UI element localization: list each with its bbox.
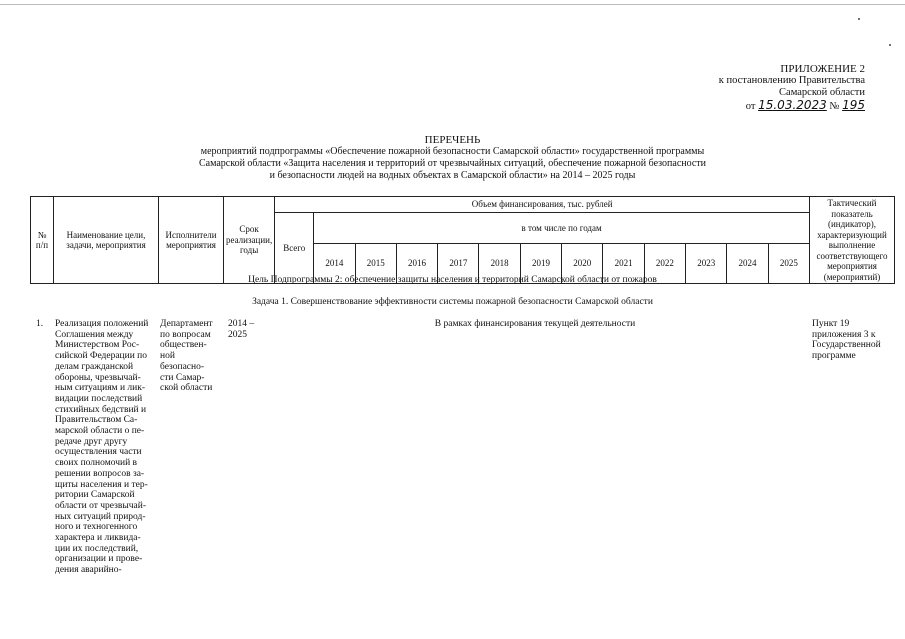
- row-name-line: ным ситуациям и лик-: [55, 383, 146, 394]
- row-executor-line: Департамент: [160, 319, 213, 329]
- row-executor-line: по вопросам: [160, 329, 211, 340]
- handwritten-date: 15.03.2023: [758, 98, 827, 112]
- row-name-line: марской области о пе-: [55, 426, 145, 437]
- row-funding: В рамках финансирования текущей деятельности: [434, 319, 636, 329]
- year-2014: 2014: [314, 244, 355, 284]
- appendix-line1: к постановлению Правительства: [718, 75, 865, 86]
- row-indicator-line: Пункт 19: [812, 319, 850, 329]
- year-2025: 2025: [768, 244, 809, 284]
- row-name-line: видации последствий: [55, 393, 143, 404]
- col-num: № п/п: [31, 197, 54, 284]
- year-2017: 2017: [438, 244, 479, 284]
- year-2018: 2018: [479, 244, 520, 284]
- row-executor-line: обществен-: [160, 340, 207, 351]
- row-name-line: ции их последствий,: [55, 543, 139, 554]
- appendix-date-line: [665, 99, 865, 113]
- row-name-line: Соглашения между: [55, 329, 134, 340]
- row-name-line: ных ситуаций природ-: [55, 511, 146, 522]
- row-indicator-line: приложения 3 к: [812, 329, 876, 340]
- year-2022: 2022: [644, 244, 685, 284]
- row-executor: [160, 319, 222, 394]
- task-text: Задача 1. Совершенствование эффективности системы пожарной безопасности Самарской области: [252, 297, 653, 307]
- row-name-line: Правительством Са-: [55, 415, 138, 426]
- goal-text: Цель Подпрограммы 2: обеспечение защиты населения и территорий Самарской области от пожаров: [248, 275, 657, 285]
- scan-speck: [889, 44, 891, 46]
- row-indicator-line: Государственной: [812, 340, 881, 351]
- year-2024: 2024: [727, 244, 768, 284]
- appendix-title: ПРИЛОЖЕНИЕ 2: [780, 63, 865, 75]
- row-name-line: организации и прове-: [55, 554, 143, 565]
- row-name-line: области от чрезвычай-: [55, 500, 147, 511]
- year-2015: 2015: [355, 244, 396, 284]
- heading-line1: мероприятий подпрограммы «Обеспечение пожарной безопасности Самарской области» государственной программы: [200, 146, 705, 157]
- col-total: Всего: [275, 213, 314, 284]
- row-name-line: решении вопросов за-: [55, 468, 145, 479]
- row-name-line: делам гражданской: [55, 361, 134, 372]
- row-executor-line: ной: [160, 351, 175, 362]
- year-2020: 2020: [562, 244, 603, 284]
- col-indicator: Тактический показатель (индикатор), характеризующий выполнение соответствующего мероприятия (мероприятий): [810, 197, 895, 284]
- appendix-line2: Самарской области: [779, 87, 865, 98]
- row-name-line: ритории Самарской: [55, 490, 135, 501]
- row-name-line: сийской Федерации по: [55, 351, 148, 362]
- row-name-line: Министерством Рос-: [55, 340, 140, 351]
- scan-top-line: [0, 4, 905, 5]
- col-funding: Объем финансирования, тыс. рублей: [275, 197, 810, 213]
- appendix-block: [665, 63, 865, 113]
- heading-line2: Самарской области «Защита населения и территорий от чрезвычайных ситуаций, обеспечение пожарной безопасности: [198, 158, 707, 169]
- row-name-line: редаче друг другу: [55, 436, 128, 447]
- heading-title: ПЕРЕЧЕНЬ: [424, 134, 481, 146]
- row-name-line: обороны, чрезвычай-: [55, 372, 141, 383]
- measures-table: [30, 196, 895, 284]
- row-name-line: своих полномочий в: [55, 458, 138, 469]
- row-name-line: характера и ликвида-: [55, 533, 141, 544]
- year-2019: 2019: [520, 244, 561, 284]
- row-term: 2014 – 2025: [228, 319, 255, 340]
- row-name-line: дения аварийно-: [55, 565, 122, 576]
- year-2016: 2016: [396, 244, 437, 284]
- row-name-line: Реализация положений: [55, 319, 149, 329]
- row-executor-line: ской области: [160, 383, 213, 394]
- col-term: Срок реализации, годы: [224, 197, 275, 284]
- scan-speck: [858, 18, 860, 20]
- document-heading: [0, 134, 905, 182]
- row-executor-line: безопасно-: [160, 361, 205, 372]
- row-name-line: ного и техногенного: [55, 522, 138, 533]
- number-prefix: №: [829, 101, 840, 112]
- year-2021: 2021: [603, 244, 644, 284]
- row-indicator-line: программе: [812, 351, 856, 362]
- row-name-line: осуществления части: [55, 447, 142, 458]
- row-name-line: стихийных бедствий и: [55, 404, 147, 415]
- row-name: [55, 319, 155, 576]
- date-prefix: от: [745, 101, 756, 112]
- row-executor-line: сти Самар-: [160, 372, 205, 383]
- row-number: 1.: [36, 319, 44, 329]
- col-exec: Исполнители мероприятия: [159, 197, 224, 284]
- col-name: Наименование цели, задачи, мероприятия: [54, 197, 159, 284]
- year-2023: 2023: [686, 244, 727, 284]
- handwritten-number: 195: [842, 98, 865, 112]
- row-indicator: [812, 319, 898, 362]
- col-by-years: в том числе по годам: [314, 213, 810, 244]
- row-name-line: щиты населения и тер-: [55, 479, 148, 490]
- heading-line3: и безопасности людей на водных объектах в Самарской области» на 2014 – 2025 годы: [269, 170, 636, 181]
